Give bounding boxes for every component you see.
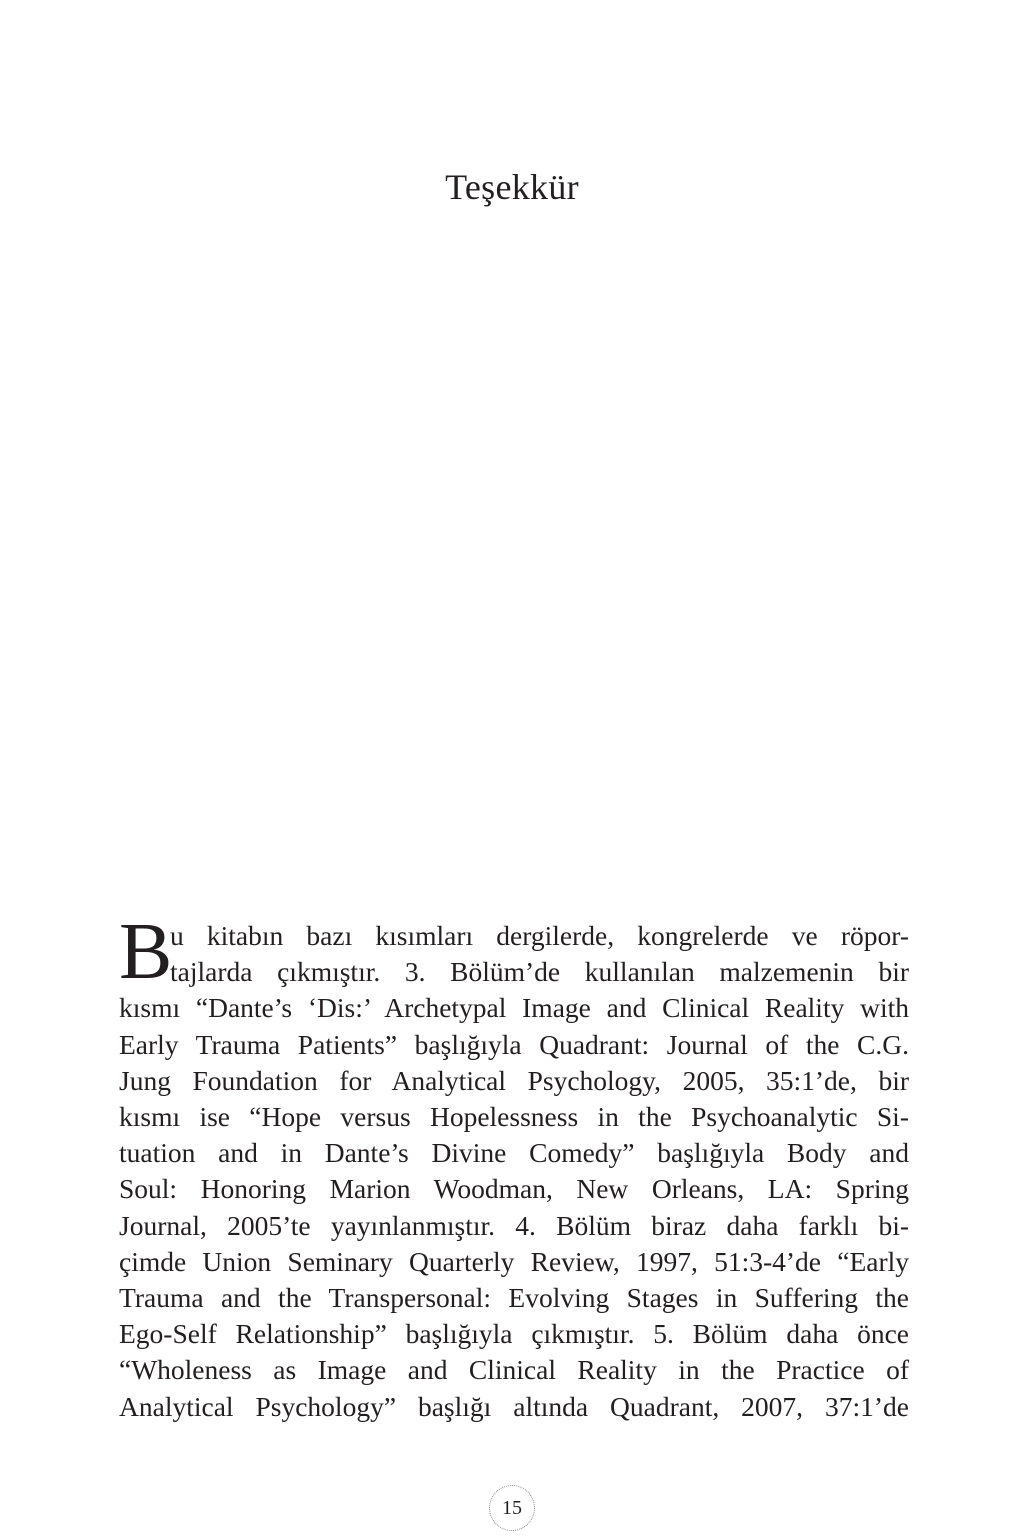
page-number-badge bbox=[489, 1485, 535, 1531]
text-line: kısmı ise “Hope versus Hopelessness in the Psychoanalytic Si- bbox=[119, 1101, 909, 1133]
text-line: Trauma and the Transpersonal: Evolving Stages in Suffering the bbox=[119, 1282, 909, 1314]
text-line: Early Trauma Patients” başlığıyla Quadrant: Journal of the C.G. bbox=[119, 1028, 909, 1060]
text-line: Analytical Psychology” başlığı altında Quadrant, 2007, 37:1’de bbox=[119, 1390, 909, 1422]
text-line: tajlarda çıkmıştır. 3. Bölüm’de kullanılan malzemenin bir bbox=[170, 956, 909, 988]
text-line: tuation and in Dante’s Divine Comedy” başlığıyla Body and bbox=[119, 1137, 909, 1169]
body-paragraph bbox=[119, 908, 909, 1425]
page-title: Teşekkür bbox=[445, 167, 579, 207]
text-line: Ego-Self Relationship” başlığıyla çıkmıştır. 5. Bölüm daha önce bbox=[119, 1318, 909, 1350]
page-number: 15 bbox=[502, 1497, 522, 1519]
text-line: Soul: Honoring Marion Woodman, New Orleans, LA: Spring bbox=[119, 1173, 909, 1205]
text-line: “Wholeness as Image and Clinical Reality in the Practice of bbox=[119, 1354, 909, 1386]
text-line: Jung Foundation for Analytical Psychology, 2005, 35:1’de, bir bbox=[119, 1064, 909, 1096]
text-line-content: u kitabın bazı kısımları dergilerde, kongrelerde ve röpor- bbox=[170, 920, 909, 951]
text-line: kısmı “Dante’s ‘Dis:’ Archetypal Image and Clinical Reality with bbox=[119, 992, 909, 1024]
drop-cap: B bbox=[119, 908, 173, 996]
text-line: çimde Union Seminary Quarterly Review, 1997, 51:3-4’de “Early bbox=[119, 1245, 909, 1277]
text-line: Journal, 2005’te yayınlanmıştır. 4. Bölüm biraz daha farklı bi- bbox=[119, 1209, 909, 1241]
